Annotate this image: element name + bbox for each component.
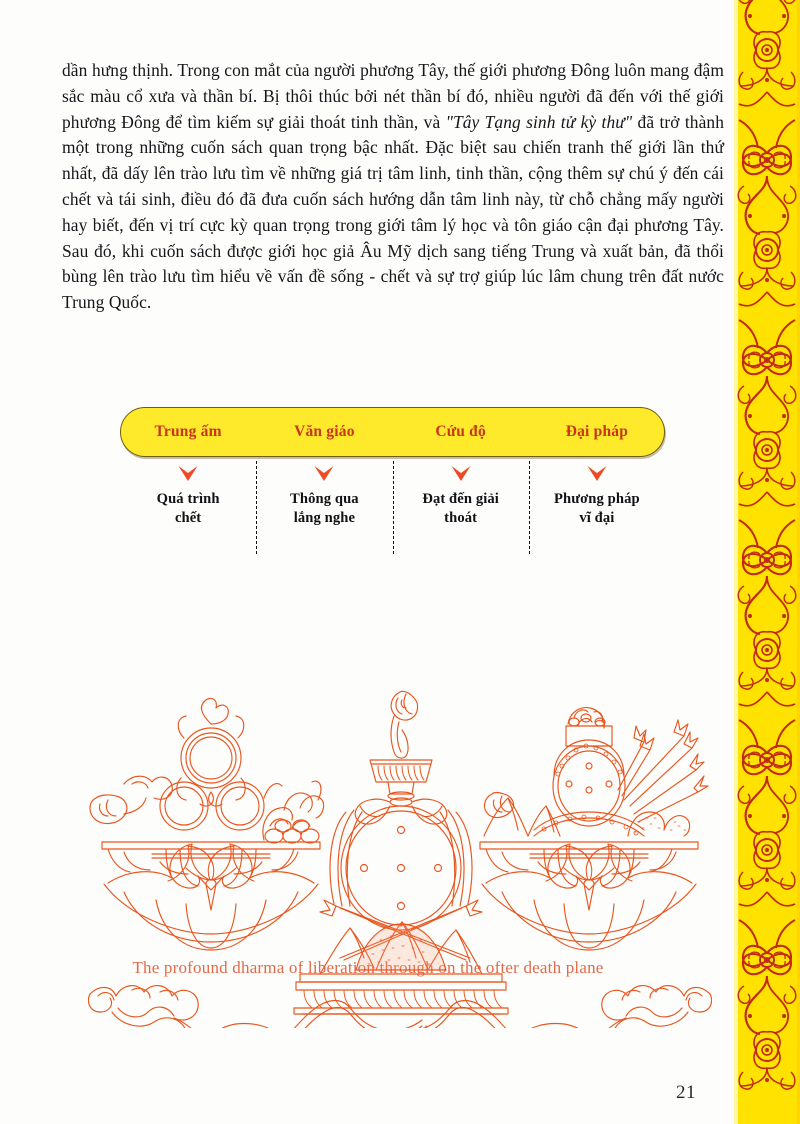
chevron-down-arrow-icon (586, 465, 608, 483)
diagram-column-2 (256, 457, 392, 567)
page-number: 21 (676, 1082, 696, 1103)
bar-label-cuu-do: Cứu độ (435, 423, 486, 440)
diagram-caption: The profound dharma of liberation through on the ofter death plane (132, 958, 604, 977)
bar-label-trung-am: Trung ấm (154, 423, 222, 440)
column-label-4: Phương pháp vĩ đại (554, 491, 640, 526)
chevron-down-arrow-icon (450, 465, 472, 483)
diagram-column-row (120, 457, 665, 567)
diagram-column-4 (529, 457, 665, 567)
diagram-column-3 (393, 457, 529, 567)
mandala-offering-icon (88, 678, 712, 1028)
diagram-column-1 (120, 457, 256, 567)
diagram-bar-label-row (120, 407, 665, 457)
floral-scroll-border (734, 0, 800, 1124)
column-label-3: Đạt đến giải thoát (422, 491, 499, 526)
paragraph-text-part2: đã trở thành một trong những cuốn sách quan trọng bậc nhất. Đặc biệt sau chiến tranh thế giới lần thứ nhất, đã dấy lên trào lưu tìm về những giá trị tâm linh, tinh thần, cộng thêm sự chú ý đến cái chết và tái sinh, điều đó đã đưa cuốn sách hướng dẫn tâm linh này, từ chỗ chẳng mấy người hay biết, đến vị trí cực kỳ quan trọng trong giới tâm lý học và tôn giáo cận đại phương Tây. Sau đó, khi cuốn sách được giới học giả Âu Mỹ dịch sang tiếng Trung và xuất bản, đã thổi bùng lên trào lưu tìm hiểu về vấn đề sống - chết và sự trợ giúp lúc lâm chung trên đất nước Trung Quốc. (62, 111, 725, 313)
bar-label-dai-phap: Đại pháp (565, 423, 629, 440)
chevron-down-arrow-icon (313, 465, 335, 483)
four-stage-diagram (0, 398, 736, 977)
book-title-italic: "Tây Tạng sinh tử kỳ thư" (445, 111, 633, 132)
tibetan-mandala-offering-illustration (88, 678, 712, 1028)
column-label-2: Thông qua lắng nghe (290, 491, 359, 526)
floral-scroll-pattern-icon (734, 0, 800, 1124)
chevron-down-arrow-icon (177, 465, 199, 483)
bar-label-van-giao: Văn giáo (294, 423, 355, 440)
body-paragraph (62, 58, 724, 316)
column-label-1: Quá trình chết (156, 491, 220, 526)
paragraph-text-part1: dần hưng thịnh. Trong con mắt của người phương Tây, thế giới phương Đông luôn mang đậm sắc màu cổ xưa và thần bí. Bị thôi thúc bởi nét thần bí đó, nhiều người đã đến với thế giới phương Đông để tìm kiếm sự giải thoát tinh thần, và (62, 60, 724, 132)
